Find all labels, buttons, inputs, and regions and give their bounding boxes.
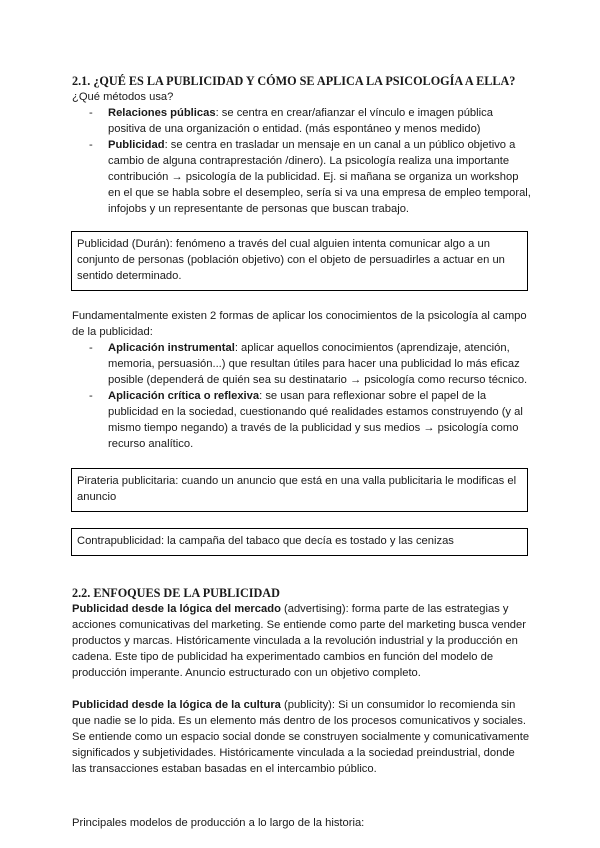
document-page (72, 74, 532, 831)
list-item-text: : se usan para reflexionar sobre el papel de la publicidad en la sociedad, cuestionando qué realidades estamos construyendo (y al mismo tiempo negando) a través de la publicidad y sus medios → psicología como recurso analítico. (108, 390, 523, 450)
list-item (72, 105, 532, 137)
pirateria-text: Pirateria publicitaria: cuando un anuncio que está en una valla publicitaria le modificas el anuncio (77, 475, 517, 503)
list-item-text: : se centra en crear/afianzar el vínculo e imagen pública positiva de una organización o entidad. (más espontáneo y menos medido) (108, 107, 493, 135)
forms-intro: Fundamentalmente existen 2 formas de aplicar los conocimientos de la psicología al campo de la publicidad: (72, 310, 527, 338)
methods-list (72, 105, 532, 217)
list-item-term: Publicidad (108, 139, 165, 151)
list-item (72, 137, 532, 217)
paragraph-modelos: Principales modelos de producción a lo largo de la historia: (72, 817, 365, 829)
paragraph-term: Publicidad desde la lógica de la cultura (72, 699, 281, 711)
list-item-text: : aplicar aquellos conocimientos (aprendizaje, atención, memoria, persuasión...) que resultan útiles para hacer una publicidad lo más eficaz posible (dependerá de quién sea su destinatario → psicología como recurso técnico. (108, 342, 528, 386)
methods-question: ¿Qué métodos usa? (72, 91, 174, 103)
contrapublicidad-text: Contrapublicidad: la campaña del tabaco que decía es tostado y las cenizas (77, 535, 454, 547)
section-heading-2-2: 2.2. ENFOQUES DE LA PUBLICIDAD (72, 586, 280, 600)
paragraph-text: (publicity): Si un consumidor lo recomienda sin que nadie se lo pida. Es un elemento más dentro de los procesos comunicativos y sociales. Se entiende como un espacio social donde se construyen socialmente y comunicativamente significados y subjetividades. Históricamente vinculada a la sociedad preindustrial, donde las transacciones estaban basadas en el intercambio público. (72, 699, 530, 775)
contrapublicidad-box (71, 528, 528, 556)
list-item-term: Aplicación crítica o reflexiva (108, 390, 260, 402)
paragraph-mercado (72, 601, 532, 681)
list-item (72, 388, 532, 452)
paragraph-cultura (72, 697, 532, 777)
list-item-term: Aplicación instrumental (108, 342, 235, 354)
section-heading-2-1: 2.1. ¿QUÉ ES LA PUBLICIDAD Y CÓMO SE APLICA LA PSICOLOGÍA A ELLA? (72, 74, 516, 88)
list-item-term: Relaciones públicas (108, 107, 216, 119)
pirateria-box (71, 468, 528, 512)
forms-list (72, 340, 532, 452)
paragraph-text: (advertising): forma parte de las estrategias y acciones comunicativas del marketing. Se entiende como parte del marketing busca vender productos y marcas. Históricamente vinculada a la revolución industrial y la producción en cadena. Este tipo de publicidad ha experimentado cambios en función del modelo de producción imperante. Anuncio estructurado con un objetivo completo. (72, 603, 526, 679)
paragraph-term: Publicidad desde la lógica del mercado (72, 603, 281, 615)
definition-text: Publicidad (Durán): fenómeno a través del cual alguien intenta comunicar algo a un conjunto de personas (población objetivo) con el objeto de persuadirles a actuar en un sentido determinado. (77, 238, 505, 282)
definition-box (71, 231, 528, 291)
list-item (72, 340, 532, 388)
list-item-text: : se centra en trasladar un mensaje en un canal a un público objetivo a cambio de alguna contraprestación /dinero). La psicología realiza una importante contribución → psicología de la publicidad. Ej. si mañana se organiza un workshop en el que se habla sobre el desempleo, sería si va una empresa de empleo temporal, infojobs y un representante de personas que buscan trabajo. (108, 139, 531, 215)
